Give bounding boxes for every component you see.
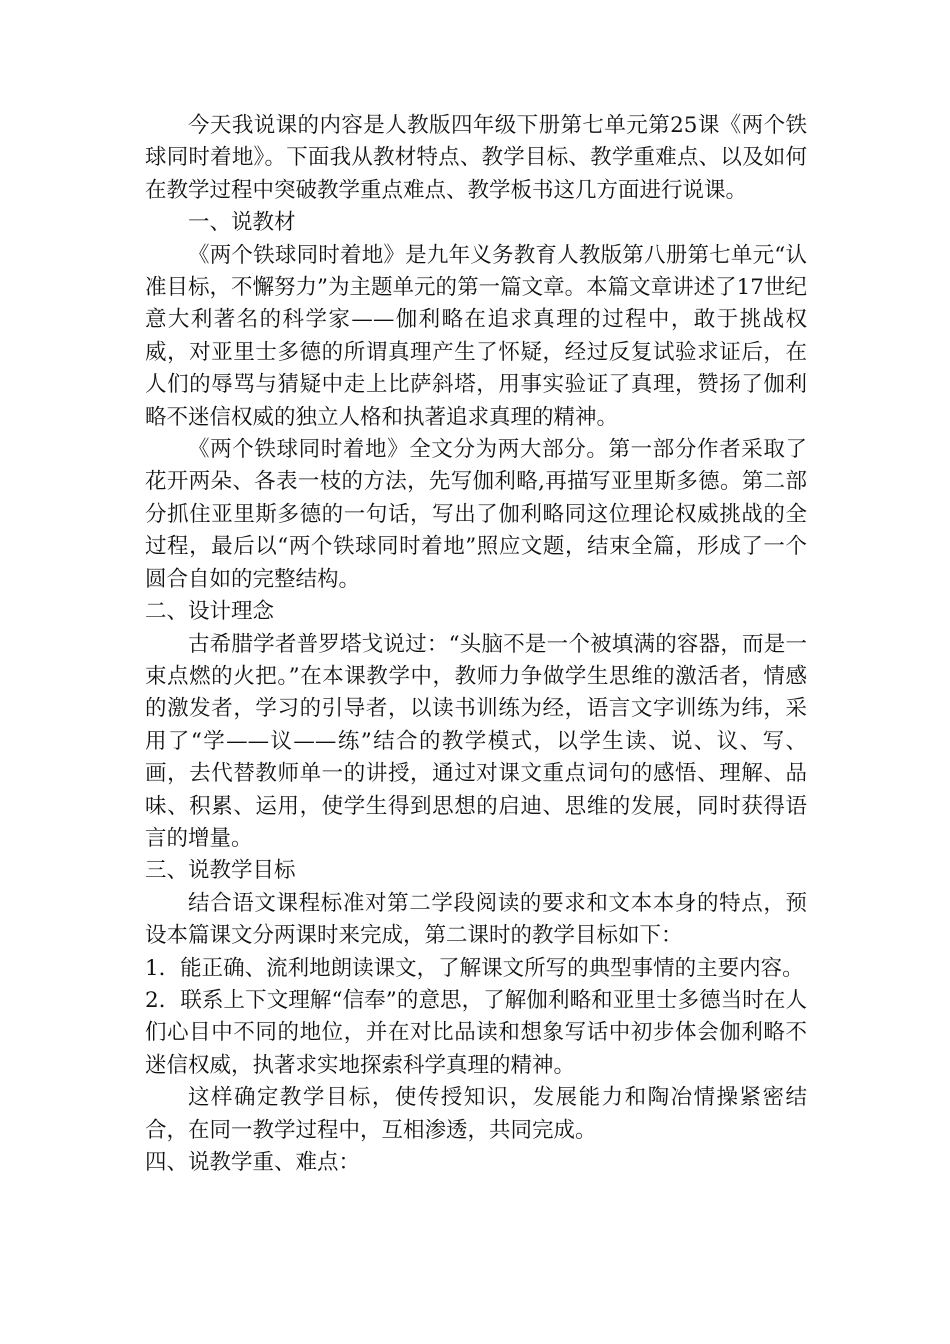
goal-item-2: 2．联系上下文理解“信奉”的意思，了解伽利略和亚里士多德当时在人们心目中不同的地位，并在对比品读和想象写话中初步体会伽利略不迷信权威，执著求实地探索科学真理的精神。 (145, 987, 807, 1078)
paragraph-design-concept: 古希腊学者普罗塔戈说过：“头脑不是一个被填满的容器，而是一束点燃的火把。”在本课教学中，教师力争做学生思维的激活者，情感的激发者，学习的引导者，以读书训练为经，语言文字训练为纬，采用了“学——议——练”结合的教学模式，以学生读、说、议、写、画，去代替教师单一的讲授，通过对课文重点词句的感悟、理解、品味、积累、运用，使学生得到思想的启迪、思维的发展，同时获得语言的增量。 (145, 631, 807, 851)
paragraph-intro: 今天我说课的内容是人教版四年级下册第七单元第25课《两个铁球同时着地》。下面我从教材特点、教学目标、教学重难点、以及如何在教学过程中突破教学重点难点、教学板书这几方面进行说课。 (145, 113, 807, 203)
paragraph-textbook-summary: 《两个铁球同时着地》是九年义务教育人教版第八册第七单元“认准目标，不懈努力”为主题单元的第一篇文章。本篇文章讲述了17世纪意大利著名的科学家——伽利略在追求真理的过程中，敢于挑战权威，对亚里士多德的所谓真理产生了怀疑，经过反复试验求证后，在人们的辱骂与猜疑中走上比萨斜塔，用事实验证了真理，赞扬了伽利略不迷信权威的独立人格和执著追求真理的精神。 (145, 242, 807, 430)
paragraph-text-structure: 《两个铁球同时着地》全文分为两大部分。第一部分作者采取了花开两朵、各表一枝的方法，先写伽利略,再描写亚里斯多德。第二部分抓住亚里斯多德的一句话，写出了伽利略同这位理论权威挑战的全过程，最后以“两个铁球同时着地”照应文题，结束全篇，形成了一个圆合自如的完整结构。 (145, 437, 807, 592)
section-heading-textbook: 一、说教材 (188, 210, 296, 236)
paragraph-goals-intro: 结合语文课程标准对第二学段阅读的要求和文本本身的特点，预设本篇课文分两课时来完成，第二课时的教学目标如下： (145, 890, 807, 949)
section-heading-goals: 三、说教学目标 (145, 858, 296, 884)
goal-item-1: 1．能正确、流利地朗读课文，了解课文所写的典型事情的主要内容。 (145, 955, 804, 981)
section-heading-key-points: 四、说教学重、难点： (145, 1150, 361, 1175)
section-heading-design: 二、设计理念 (145, 599, 275, 625)
paragraph-goals-summary: 这样确定教学目标，使传授知识，发展能力和陶冶情操紧密结合，在同一教学过程中，互相渗透，共同完成。 (145, 1085, 807, 1143)
document-page (145, 110, 807, 1179)
